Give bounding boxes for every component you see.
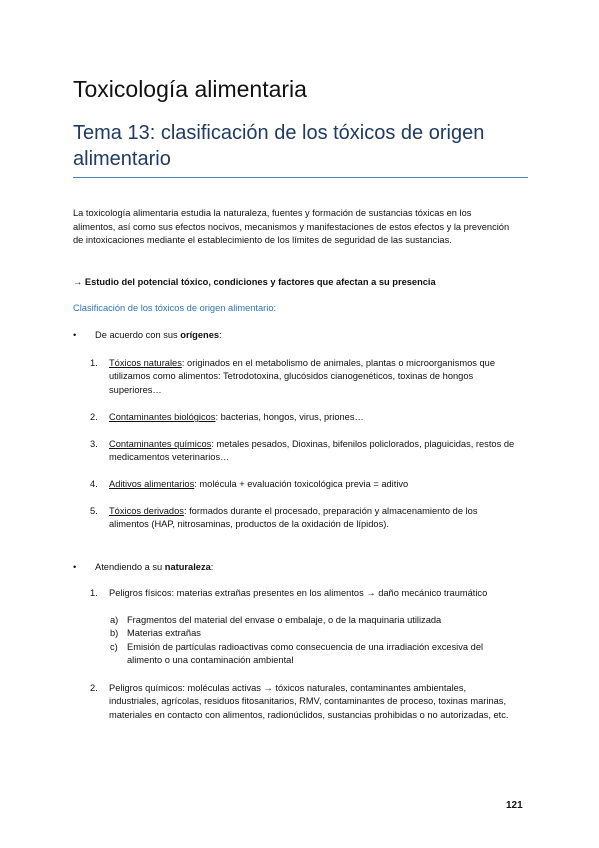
classification-heading: Clasificación de los tóxicos de origen alimentario: — [73, 303, 277, 313]
bullet-origin-label: De acuerdo con sus orígenes: — [95, 330, 222, 340]
origin-item-term: Aditivos alimentarios — [109, 479, 195, 489]
origin-item-5: 5. Tóxicos derivados: formados durante el procesado, preparación y almacenamiento de los alimentos (HAP, nitrosaminas, productos de la oxidación de lípidos). — [90, 506, 478, 530]
bullet-nature-label: Atendiendo a su naturaleza: — [95, 562, 214, 572]
page-number: 121 — [506, 800, 523, 811]
nature-sub-item-b: b) Materias extrañas — [110, 628, 201, 638]
origin-item-term: Tóxicos derivados — [109, 506, 184, 516]
nature-sub-item-c: c) Emisión de partículas radioactivas como consecuencia de una irradiación excesiva del alimento o una contaminación ambiental — [110, 642, 484, 665]
origin-item-1: 1. Tóxicos naturales: originados en el metabolismo de animales, plantas o microorganismos que utilizamos como alimentos: Tetrodotoxina, glucósidos cianogenéticos, toxinas de hongos superiores… — [90, 358, 496, 395]
nature-item-1: 1. Peligros físicos: materias extrañas presentes en los alimentos → daño mecánico traumático — [90, 588, 488, 598]
origin-item-term: Contaminantes biológicos — [109, 412, 216, 422]
nature-item-2: 2. Peligros químicos: moléculas activas → tóxicos naturales, contaminantes ambientales, industriales, agrícolas, residuos fitosanitarios, RMV, contaminantes de proceso, toxinas marinas, materiales en contacto con alimentos, radionúclidos, sustancias prohibidas o no autorizadas, etc. — [90, 683, 509, 720]
origin-item-term: Tóxicos naturales — [109, 358, 182, 368]
origin-item-3: 3. Contaminantes químicos: metales pesados, Dioxinas, bifenilos policlorados, plaguicidas, restos de medicamentos veterinarios… — [90, 439, 515, 463]
bullet-dot: • — [73, 562, 77, 572]
focus-line: → Estudio del potencial tóxico, condiciones y factores que afectan a su presencia — [73, 277, 436, 287]
document-title: Toxicología alimentaria — [73, 76, 307, 102]
origin-item-4: 4. Aditivos alimentarios: molécula + evaluación toxicológica previa = aditivo — [90, 479, 409, 489]
title-divider — [73, 177, 528, 178]
bullet-dot: • — [73, 330, 77, 340]
origin-item-term: Contaminantes químicos — [109, 439, 212, 449]
origin-item-2: 2. Contaminantes biológicos: bacterias, hongos, virus, priones… — [90, 412, 364, 422]
intro-paragraph: La toxicología alimentaria estudia la naturaleza, fuentes y formación de sustancias tóxicas en los alimentos, así como sus efectos nocivos, mecanismos y manifestaciones de estos efectos y la prevención de intoxicaciones mediante el establecimiento de los límites de seguridad de las sustancias. — [73, 208, 510, 246]
nature-sub-item-a: a) Fragmentos del material del envase o embalaje, o de la maquinaria utilizada — [110, 615, 442, 625]
chapter-title: Tema 13: clasificación de los tóxicos de origen alimentario — [73, 122, 485, 170]
